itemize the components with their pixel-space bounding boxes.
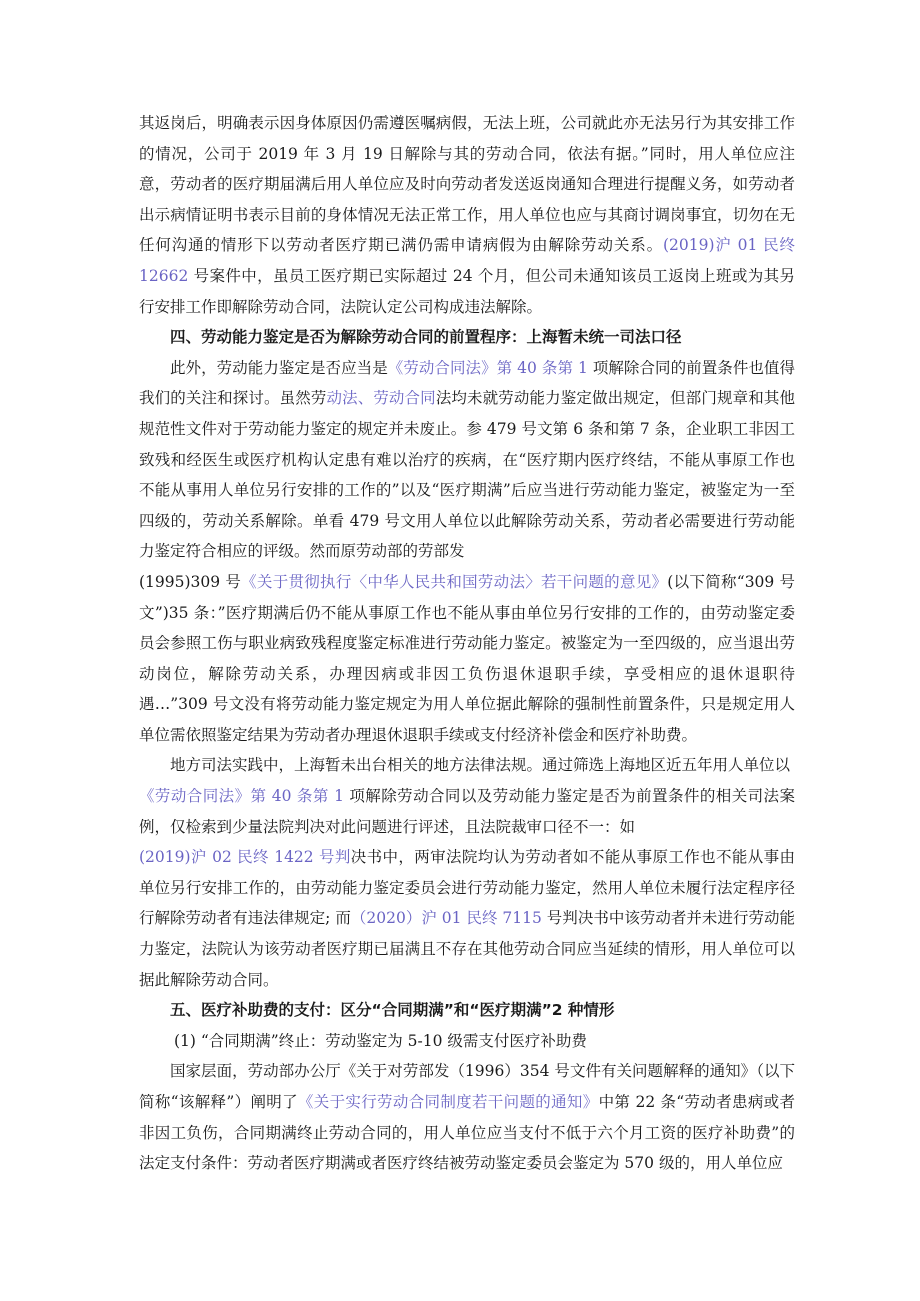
subheading-contract-expiry: (1) “合同期满”终止：劳动鉴定为 5-10 级需支付医疗补助费 bbox=[174, 1031, 587, 1050]
paragraph-case-search: 《劳动合同法》第 40 条第 1 项解除劳动合同以及劳动能力鉴定是否为前置条件的相关司法案例，仅检索到少量法院判决对此问题进行评述，且法院裁审口径不一：如 bbox=[139, 787, 795, 836]
section-heading-4: 四、劳动能力鉴定是否为解除劳动合同的前置程序：上海暂未统一司法口径 bbox=[170, 328, 682, 347]
paragraph-cases: (2019)沪 02 民终 1422 号判决书中，两审法院均认为劳动者如不能从事原工作也不能从事由单位另行安排工作的，由劳动能力鉴定委员会进行劳动能力鉴定，然用人单位未履行法定程序径行解除劳动者有违法律规定; 而（2020）沪 01 民终 7115 号判决书中该劳动者并未进行劳动能力鉴定，法院认为该劳动者医疗期已届满且不存在其他劳动合同应当延续的情形，用人单位可以据此解除劳动合同。 bbox=[139, 848, 795, 989]
section-heading-5: 五、医疗补助费的支付：区分“合同期满”和“医疗期满”2 种情形 bbox=[170, 1001, 615, 1020]
paragraph-309-document: (1995)309 号《关于贯彻执行〈中华人民共和国劳动法〉若干问题的意见》(以下简称“309 号文”)35 条：”医疗期满后仍不能从事原工作也不能从事由单位另行安排的工作的，由劳动鉴定委员会参照工伤与职业病致残程度鉴定标准进行劳动能力鉴定。被鉴定为一至四级的，应当退出劳动岗位，解除劳动关系，办理因病或非因工负伤退休退职手续，享受相应的退休退职待遇…”309 号文没有将劳动能力鉴定规定为用人单位据此解除的强制性前置条件，只是规定用人单位需依照鉴定结果为劳动者办理退休退职手续或支付经济补偿金和医疗补助费。 bbox=[139, 572, 795, 744]
case-link-2019-hu02-1422[interactable]: (2019)沪 02 民终 1422 号判 bbox=[139, 848, 351, 867]
law-link-309-opinion[interactable]: 《关于贯彻执行〈中华人民共和国劳动法〉若干问题的意见》 bbox=[241, 572, 668, 591]
paragraph-national-level: 国家层面，劳动部办公厅《关于对劳部发（1996）354 号文件有关问题解释的通知》（以下简称“该解释”）阐明了《关于实行劳动合同制度若干问题的通知》中第 22 条“劳动者患病或者非因工负伤，合同期满终止劳动合同的，用人单位应当支付不低于六个月工资的医疗补助费”的法定支付条件：劳动者医疗期满或者医疗终结被劳动鉴定委员会鉴定为 570 级的，用人单位应 bbox=[139, 1062, 795, 1173]
law-link-labor-contract-art40[interactable]: 《劳动合同法》第 40 条第 1 bbox=[387, 358, 588, 377]
paragraph-local-practice: 地方司法实践中，上海暂未出台相关的地方法律法规。通过筛选上海地区近五年用人单位以 bbox=[170, 756, 791, 775]
law-link-labor-law[interactable]: 动法、劳动合同 bbox=[326, 389, 436, 408]
case-link-2019-hu01-12662[interactable]: (2019)沪 01 民终 12662 bbox=[139, 236, 795, 285]
paragraph-labor-ability: 此外，劳动能力鉴定是否应当是《劳动合同法》第 40 条第 1 项解除合同的前置条件也值得我们的关注和探讨。虽然劳动法、劳动合同法均未就劳动能力鉴定做出规定，但部门规章和其他规范性文件对于劳动能力鉴定的规定并未废止。参 479 号文第 6 条和第 7 条，企业职工非因工致残和经医生或医疗机构认定患有难以治疗的疾病，在“医疗期内医疗终结，不能从事原工作也不能从事用人单位另行安排的工作的”以及“医疗期满”后应当进行劳动能力鉴定，被鉴定为一至四级的，劳动关系解除。单看 479 号文用人单位以此解除劳动关系，劳动者必需要进行劳动能力鉴定符合相应的评级。然而原劳动部的劳部发 bbox=[139, 358, 795, 561]
law-link-labor-contract-art40-2[interactable]: 《劳动合同法》第 40 条第 1 bbox=[139, 787, 344, 806]
document-page bbox=[139, 108, 795, 1179]
case-link-2020-hu01-7115[interactable]: （2020）沪 01 民终 7115 bbox=[350, 909, 542, 928]
paragraph-continuation: 其返岗后，明确表示因身体原因仍需遵医嘱病假，无法上班，公司就此亦无法另行为其安排工作的情况，公司于 2019 年 3 月 19 日解除与其的劳动合同，依法有据。”同时，用人单位应注意，劳动者的医疗期届满后用人单位应及时向劳动者发送返岗通知合理进行提醒义务，如劳动者出示病情证明书表示目前的身体情况无法正常工作，用人单位也应与其商讨调岗事宜，切勿在无任何沟通的情形下以劳动者医疗期已满仍需申请病假为由解除劳动关系。(2019)沪 01 民终 12662 号案件中，虽员工医疗期已实际超过 24 个月，但公司未通知该员工返岗上班或为其另行安排工作即解除劳动合同，法院认定公司构成违法解除。 bbox=[139, 114, 795, 316]
law-link-contract-system-notice[interactable]: 《关于实行劳动合同制度若干问题的通知》 bbox=[297, 1093, 599, 1111]
